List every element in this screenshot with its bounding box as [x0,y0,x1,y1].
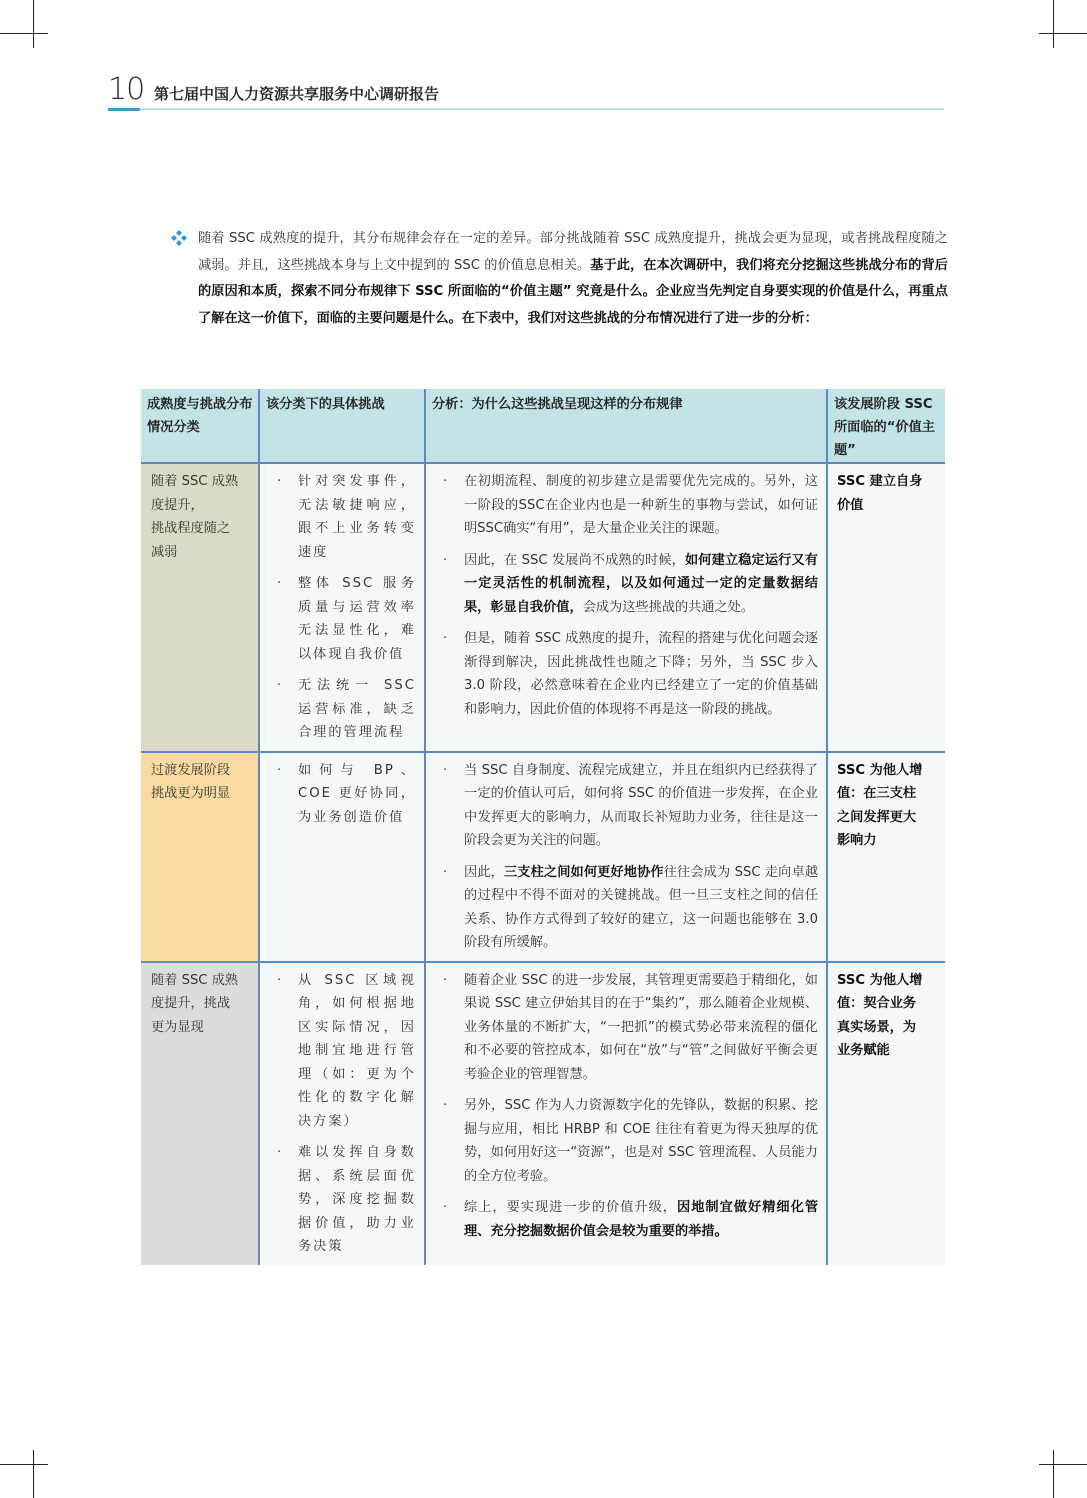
analysis-item [434,1094,818,1188]
header-analysis: 分析：为什么这些挑战呈现这样的分布规律 [425,389,827,463]
challenge-item: · 针对突发事件，无法敏捷响应，跟不上业务转变速度 [268,470,416,564]
analysis-text: 会成为这些挑战的共通之处。 [582,599,755,615]
document-title: 第七届中国人力资源共享服务中心调研报告 [154,85,440,103]
table-header-row [141,389,945,463]
value-theme-cell: SSC 为他人增 值：在三支柱 之间发挥更大 影响力 [827,752,945,962]
analysis-emphasis: 因地制宜做好精细化管理、充分挖掘数据价值会是较为重要的举措。 [464,1200,819,1239]
crop-mark [0,33,48,34]
analysis-text: 往往会成为 SSC 走向卓越的过程中不得不面对的关键挑战。但一旦三支柱之间的信任关系、协作方式得到了较好的建立，这一问题也能够在 3.0 阶段有所缓解。 [464,864,819,950]
table-row [141,752,945,962]
analysis-item [434,549,818,620]
crop-mark [1053,1450,1054,1498]
intro-paragraph [170,226,948,332]
challenge-item: · 如何与 BP、COE 更好协同，为业务创造价值 [268,759,416,830]
challenges-cell [259,962,425,1265]
analysis-emphasis: 三支柱之间如何更好地协作 [503,864,664,880]
value-theme-cell: SSC 为他人增 值：契合业务 真实场景，为 业务赋能 [827,962,945,1265]
crop-mark [1039,33,1087,34]
value-theme-cell: SSC 建立自身 价值 [827,463,945,752]
challenge-item: · 难以发挥自身数据、系统层面优势，深度挖掘数据价值，助力业务决策 [268,1141,416,1259]
challenges-cell [259,463,425,752]
analysis-item [434,861,818,955]
header-value-theme: 该发展阶段 SSC 所面临的“价值主题” [827,389,945,463]
analysis-text: 随着企业 SSC 的进一步发展，其管理更需要趋于精细化，如果说 SSC 建立伊始其目的在于“集约”，那么随着企业规模、业务体量的不断扩大，“一把抓”的模式势必带来流程的僵化和不必要的管控成本，如何在“放”与“管”之间做好平衡会更考验企业的管理智慧。 [464,972,818,1082]
challenge-item: · 无法统一 SSC 运营标准，缺乏合理的管理流程 [268,674,416,745]
analysis-text: 另外，SSC 作为人力资源数字化的先锋队，数据的积累、挖掘与应用，相比 HRBP 和 COE 往往有着更为得天独厚的优势，如何用好这一“资源”，也是对 SSC 管理流程、人员能力的全方位考验。 [464,1098,818,1184]
challenge-item: · 整体 SSC 服务质量与运营效率无法显性化，难以体现自我价值 [268,572,416,666]
analysis-cell [425,752,827,962]
crop-mark [1039,1464,1087,1465]
crop-mark [33,0,34,48]
analysis-item [434,969,818,1087]
challenge-item: · 从 SSC 区域视角，如何根据地区实际情况，因地制宜地进行管理（如：更为个性化的数字化解决方案） [268,969,416,1134]
category-cell: 随着 SSC 成熟 度提升，挑战 更为显现 [141,962,259,1265]
analysis-text: 因此，在 SSC 发展尚不成熟的时候， [464,552,685,568]
challenges-cell [259,752,425,962]
challenge-table [141,389,945,1265]
intro-text-normal: 随着 SSC 成熟度的提升，其分布规律会存在一定的差异。部分挑战随着 SSC 成熟度提升，挑战会更为显现，或者挑战程度随之减弱。并且，这些挑战本身与上文中提到的 SSC 的价值息息相关。 [198,231,948,273]
table-row [141,962,945,1265]
category-cell: 随着 SSC 成熟 度提升， 挑战程度随之 减弱 [141,463,259,752]
analysis-text: 因此， [464,864,504,880]
analysis-cell [425,463,827,752]
crop-mark [0,1464,48,1465]
page-header [108,74,944,112]
analysis-item [434,1196,818,1243]
analysis-text: 在初期流程、制度的初步建立是需要优先完成的。另外，这一阶段的SSC在企业内也是一种新生的事物与尝试，如何证明SSC确实“有用”，是大量企业关注的课题。 [464,474,818,536]
header-challenges: 该分类下的具体挑战 [259,389,425,463]
table-row [141,463,945,752]
header-rule-accent [108,108,140,111]
page-number: 10 [108,72,145,107]
intro-text-bold: 基于此，在本次调研中，我们将充分挖掘这些挑战分布的背后的原因和本质，探索不同分布规律下 SSC 所面临的“价值主题” 究竟是什么。企业应当先判定自身要实现的价值是什么，再重点了解在这一价值下，面临的主要问题是什么。在下表中，我们对这些挑战的分布情况进行了进一步的分析： [198,257,948,326]
analysis-item [434,470,818,541]
analysis-text: 当 SSC 自身制度、流程完成建立，并且在组织内已经获得了一定的价值认可后，如何将 SSC 的价值进一步发挥，在企业中发挥更大的影响力，从而取长补短助力业务，往往是这一阶段会更为关注的问题。 [464,762,818,848]
analysis-text: 但是，随着 SSC 成熟度的提升，流程的搭建与优化问题会逐渐得到解决，因此挑战性也随之下降；另外，当 SSC 步入 3.0 阶段，必然意味着在企业内已经建立了一定的价值基础和影响力，因此价值的体现将不再是这一阶段的挑战。 [464,631,818,717]
header-category: 成熟度与挑战分布情况分类 [141,389,259,463]
crop-mark [1053,0,1054,48]
analysis-cell [425,962,827,1265]
intro-text [198,226,948,332]
category-cell: 过渡发展阶段 挑战更为明显 [141,752,259,962]
analysis-text: 综上，要实现进一步的价值升级， [464,1200,678,1215]
header-rule [108,108,944,110]
analysis-item [434,627,818,721]
analysis-item [434,759,818,853]
crop-mark [33,1450,34,1498]
analysis-emphasis: 如何建立稳定运行又有一定灵活性的机制流程，以及如何通过一定的定量数据结果，彰显自我价值， [464,552,818,615]
diamond-cluster-icon [170,229,188,247]
